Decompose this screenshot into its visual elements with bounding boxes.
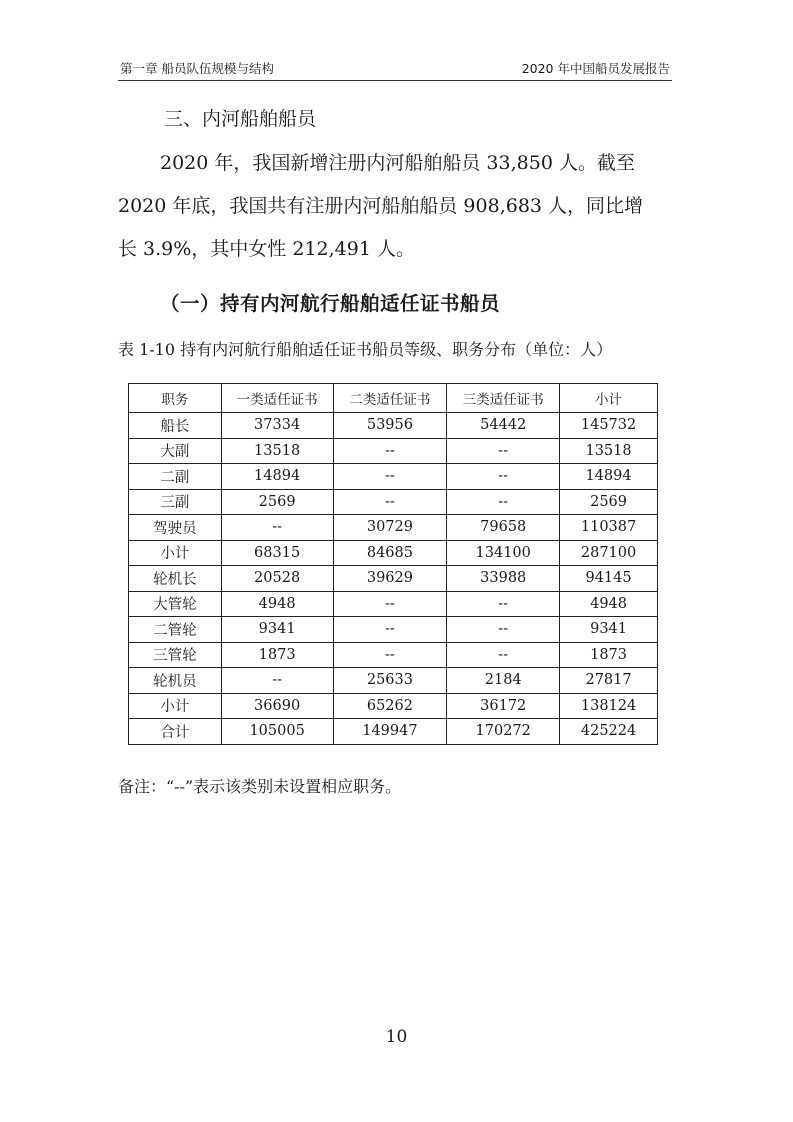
row-label-cell: 二副 [129, 464, 222, 490]
table-cell: -- [333, 591, 447, 617]
table-cell: 2184 [447, 668, 560, 694]
column-header: 小计 [560, 384, 658, 413]
table-cell: 4948 [221, 591, 333, 617]
table-row [129, 464, 658, 490]
table-cell: 37334 [221, 413, 333, 439]
table-cell: 145732 [560, 413, 658, 439]
table-cell: -- [447, 642, 560, 668]
table-cell: -- [221, 668, 333, 694]
table-row [129, 668, 658, 694]
row-label-cell: 小计 [129, 540, 222, 566]
column-header: 一类适任证书 [221, 384, 333, 413]
subsection-title: （一）持有内河航行船舶适任证书船员 [160, 292, 501, 315]
table-cell: -- [221, 515, 333, 541]
table-cell: -- [447, 617, 560, 643]
table-cell: -- [333, 438, 447, 464]
row-label-cell: 三管轮 [129, 642, 222, 668]
table-cell: 13518 [221, 438, 333, 464]
table-header-row [129, 384, 658, 413]
table-cell: -- [447, 464, 560, 490]
table-cell: 39629 [333, 566, 447, 592]
table-cell: -- [447, 438, 560, 464]
table-cell: 14894 [221, 464, 333, 490]
table-cell: 138124 [560, 693, 658, 719]
row-label-cell: 小计 [129, 693, 222, 719]
table-row [129, 489, 658, 515]
row-label-cell: 船长 [129, 413, 222, 439]
table-cell: -- [447, 489, 560, 515]
table-row [129, 515, 658, 541]
table-row [129, 642, 658, 668]
table-cell: 1873 [560, 642, 658, 668]
table-row [129, 693, 658, 719]
row-label-cell: 驾驶员 [129, 515, 222, 541]
table-cell: 20528 [221, 566, 333, 592]
table-cell: -- [333, 642, 447, 668]
table-body [129, 413, 658, 745]
table-cell: 4948 [560, 591, 658, 617]
row-label-cell: 合计 [129, 719, 222, 745]
table-cell: 79658 [447, 515, 560, 541]
table-cell: -- [333, 464, 447, 490]
table-cell: 170272 [447, 719, 560, 745]
table-cell: 9341 [560, 617, 658, 643]
table-cell: 27817 [560, 668, 658, 694]
paragraph-line: 2020 年底，我国共有注册内河船舶船员 908,683 人，同比增 [118, 195, 644, 217]
table-cell: 94145 [560, 566, 658, 592]
table-cell: 2569 [560, 489, 658, 515]
table-cell: -- [333, 489, 447, 515]
row-label-cell: 轮机长 [129, 566, 222, 592]
table-row [129, 566, 658, 592]
table-cell: 65262 [333, 693, 447, 719]
table-cell: 25633 [333, 668, 447, 694]
table-cell: 425224 [560, 719, 658, 745]
table-note: 备注：“--”表示该类别未设置相应职务。 [118, 777, 402, 796]
table-cell: 68315 [221, 540, 333, 566]
table-cell: 287100 [560, 540, 658, 566]
table-row [129, 719, 658, 745]
header-report-title: 2020 年中国船员发展报告 [521, 61, 670, 76]
paragraph-line: 长 3.9%，其中女性 212,491 人。 [118, 238, 415, 260]
table-row [129, 617, 658, 643]
row-label-cell: 三副 [129, 489, 222, 515]
table-cell: -- [333, 617, 447, 643]
table-row [129, 591, 658, 617]
column-header: 三类适任证书 [447, 384, 560, 413]
paragraph-line: 2020 年，我国新增注册内河船舶船员 33,850 人。截至 [160, 152, 635, 174]
section-title: 三、内河船舶船员 [164, 108, 317, 130]
table-cell: 149947 [333, 719, 447, 745]
row-label-cell: 轮机员 [129, 668, 222, 694]
table-row [129, 438, 658, 464]
row-label-cell: 大副 [129, 438, 222, 464]
table-cell: 36172 [447, 693, 560, 719]
column-header: 二类适任证书 [333, 384, 447, 413]
table-cell: 14894 [560, 464, 658, 490]
body-paragraph [118, 142, 674, 271]
table-cell: 36690 [221, 693, 333, 719]
table-cell: 13518 [560, 438, 658, 464]
table-cell: 1873 [221, 642, 333, 668]
page-number: 10 [385, 1027, 408, 1047]
row-label-cell: 大管轮 [129, 591, 222, 617]
table-cell: -- [447, 591, 560, 617]
table-cell: 110387 [560, 515, 658, 541]
header-chapter-title: 第一章 船员队伍规模与结构 [120, 61, 274, 76]
page-header [118, 56, 672, 81]
table-cell: 134100 [447, 540, 560, 566]
table-cell: 33988 [447, 566, 560, 592]
table-cell: 105005 [221, 719, 333, 745]
column-header: 职务 [129, 384, 222, 413]
table-cell: 30729 [333, 515, 447, 541]
table-cell: 2569 [221, 489, 333, 515]
table-cell: 54442 [447, 413, 560, 439]
table-caption: 表 1-10 持有内河航行船舶适任证书船员等级、职务分布（单位：人） [118, 340, 613, 359]
table-cell: 9341 [221, 617, 333, 643]
table-row [129, 540, 658, 566]
table-cell: 53956 [333, 413, 447, 439]
table-cell: 84685 [333, 540, 447, 566]
row-label-cell: 二管轮 [129, 617, 222, 643]
table-row [129, 413, 658, 439]
crew-distribution-table [128, 383, 658, 745]
